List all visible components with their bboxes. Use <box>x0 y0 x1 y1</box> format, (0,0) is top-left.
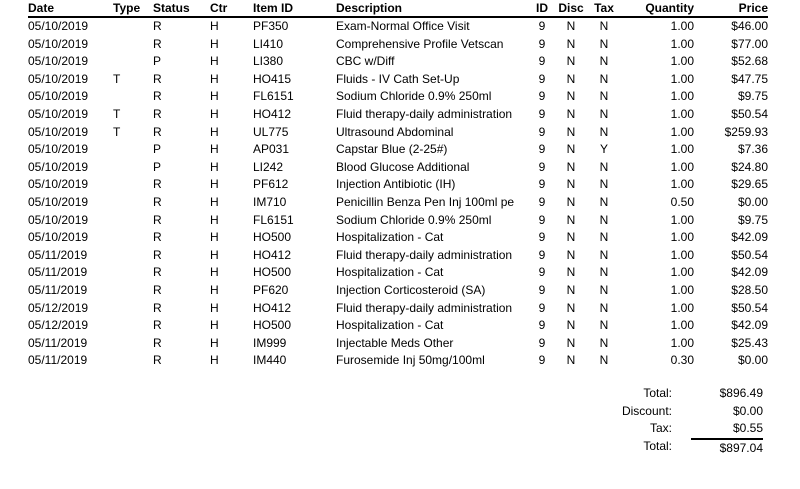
cell-tax: N <box>599 177 609 192</box>
cell-item-id: IM999 <box>253 335 287 350</box>
cell-status: R <box>153 353 162 368</box>
cell-tax: N <box>599 318 609 333</box>
cell-tax: N <box>599 159 609 174</box>
cell-type <box>113 264 153 282</box>
invoice-row[interactable] <box>28 71 768 89</box>
cell-date: 05/10/2019 <box>28 194 89 209</box>
tax-label: Tax: <box>649 421 672 436</box>
cell-quantity: 1.00 <box>670 71 694 86</box>
cell-item-id: HO412 <box>253 106 292 121</box>
cell-status: P <box>153 142 162 157</box>
cell-description: Injectable Meds Other <box>336 335 454 350</box>
invoice-row[interactable] <box>28 300 768 318</box>
cell-disc: N <box>566 335 576 350</box>
cell-disc: N <box>566 54 576 69</box>
invoice-row[interactable] <box>28 264 768 282</box>
cell-price: $50.54 <box>731 247 768 262</box>
cell-date: 05/11/2019 <box>28 247 88 262</box>
cell-disc: N <box>566 230 576 245</box>
cell-date: 05/10/2019 <box>28 230 89 245</box>
invoice-row[interactable] <box>28 282 768 300</box>
column-header-id: ID <box>531 0 553 17</box>
column-header-ctr: Ctr <box>210 0 253 17</box>
invoice-row[interactable] <box>28 159 768 177</box>
cell-id: 9 <box>538 106 546 121</box>
cell-tax: N <box>599 247 609 262</box>
cell-tax: N <box>599 230 609 245</box>
cell-tax: N <box>599 300 609 315</box>
cell-quantity: 1.00 <box>670 177 694 192</box>
column-header-tax: Tax <box>589 0 619 17</box>
cell-price: $25.43 <box>731 335 768 350</box>
cell-tax: N <box>599 335 609 350</box>
cell-ctr: H <box>210 177 219 192</box>
invoice-row[interactable] <box>28 247 768 265</box>
cell-disc: N <box>566 159 576 174</box>
cell-disc: N <box>566 106 576 121</box>
cell-type: T <box>113 71 121 86</box>
cell-disc: N <box>566 300 576 315</box>
cell-description: Hospitalization - Cat <box>336 230 444 245</box>
cell-ctr: H <box>210 194 219 209</box>
cell-item-id: HO500 <box>253 318 292 333</box>
cell-tax: N <box>599 282 609 297</box>
cell-status: R <box>153 71 162 86</box>
cell-type <box>113 88 153 106</box>
cell-ctr: H <box>210 300 219 315</box>
invoice-row[interactable] <box>28 335 768 353</box>
cell-item-id: IM710 <box>253 194 287 209</box>
cell-price: $50.54 <box>731 106 768 121</box>
invoice-line-items-panel <box>28 0 768 370</box>
cell-date: 05/12/2019 <box>28 300 89 315</box>
cell-status: R <box>153 36 162 51</box>
subtotal-value: $896.49 <box>719 386 763 400</box>
cell-type <box>113 335 153 353</box>
cell-type <box>113 53 153 71</box>
cell-item-id: HO415 <box>253 71 292 86</box>
cell-date: 05/10/2019 <box>28 36 89 51</box>
cell-status: R <box>153 300 162 315</box>
cell-status: R <box>153 230 162 245</box>
cell-tax: Y <box>599 142 608 157</box>
cell-id: 9 <box>538 159 546 174</box>
cell-ctr: H <box>210 71 219 86</box>
cell-tax: N <box>599 212 609 227</box>
cell-status: R <box>153 335 162 350</box>
cell-price: $46.00 <box>731 19 768 33</box>
cell-id: 9 <box>538 89 546 104</box>
cell-status: R <box>153 318 162 333</box>
cell-item-id: UL775 <box>253 124 289 139</box>
cell-ctr: H <box>210 230 219 245</box>
grand-total-label: Total: <box>643 438 672 453</box>
invoice-row[interactable] <box>28 176 768 194</box>
cell-disc: N <box>566 194 576 209</box>
cell-description: Furosemide Inj 50mg/100ml <box>336 353 485 368</box>
cell-tax: N <box>599 194 609 209</box>
cell-description: Injection Antibiotic (IH) <box>336 177 456 192</box>
discount-row <box>520 403 763 421</box>
cell-item-id: HO412 <box>253 300 292 315</box>
cell-id: 9 <box>538 230 546 245</box>
column-header-item-id: Item ID <box>253 0 336 17</box>
invoice-row[interactable] <box>28 53 768 71</box>
cell-description: CBC w/Diff <box>336 54 395 69</box>
cell-status: R <box>153 19 162 33</box>
cell-ctr: H <box>210 36 219 51</box>
cell-id: 9 <box>538 353 546 368</box>
cell-ctr: H <box>210 124 219 139</box>
cell-type <box>113 17 153 36</box>
cell-description: Hospitalization - Cat <box>336 265 444 280</box>
cell-status: R <box>153 89 162 104</box>
cell-status: P <box>153 54 162 69</box>
cell-price: $7.36 <box>737 142 768 157</box>
cell-tax: N <box>599 89 609 104</box>
cell-ctr: H <box>210 212 219 227</box>
cell-type <box>113 282 153 300</box>
table-body <box>28 17 768 370</box>
invoice-row[interactable] <box>28 36 768 54</box>
cell-quantity: 1.00 <box>670 89 694 104</box>
cell-type <box>113 317 153 335</box>
invoice-line-items-table <box>28 0 768 370</box>
cell-status: R <box>153 247 162 262</box>
cell-type <box>113 159 153 177</box>
cell-ctr: H <box>210 282 219 297</box>
cell-description: Fluid therapy-daily administration <box>336 300 513 315</box>
cell-quantity: 1.00 <box>670 36 694 51</box>
column-header-quantity: Quantity <box>619 0 694 17</box>
cell-quantity: 1.00 <box>670 54 694 69</box>
cell-price: $47.75 <box>731 71 768 86</box>
cell-quantity: 1.00 <box>670 142 694 157</box>
column-header-disc: Disc <box>553 0 589 17</box>
cell-tax: N <box>599 71 609 86</box>
invoice-row[interactable] <box>28 212 768 230</box>
cell-type <box>113 352 153 370</box>
column-header-type: Type <box>113 0 153 17</box>
totals-section <box>520 385 763 455</box>
cell-ctr: H <box>210 54 219 69</box>
cell-ctr: H <box>210 19 219 33</box>
cell-status: R <box>153 124 162 139</box>
tax-row <box>520 420 763 438</box>
invoice-row[interactable] <box>28 17 768 36</box>
cell-price: $28.50 <box>731 282 768 297</box>
cell-date: 05/10/2019 <box>28 106 89 121</box>
cell-disc: N <box>566 282 576 297</box>
column-header-status: Status <box>153 0 210 17</box>
subtotal-label: Total: <box>643 386 672 400</box>
cell-ctr: H <box>210 159 219 174</box>
cell-id: 9 <box>538 19 546 33</box>
cell-item-id: LI380 <box>253 54 284 69</box>
table-header-row <box>28 0 768 17</box>
cell-status: R <box>153 212 162 227</box>
cell-id: 9 <box>538 282 546 297</box>
invoice-row[interactable] <box>28 229 768 247</box>
cell-price: $42.09 <box>731 265 768 280</box>
cell-quantity: 1.00 <box>670 247 694 262</box>
cell-disc: N <box>566 89 576 104</box>
cell-quantity: 1.00 <box>670 265 694 280</box>
cell-price: $24.80 <box>731 159 768 174</box>
cell-quantity: 1.00 <box>670 230 694 245</box>
cell-disc: N <box>566 247 576 262</box>
cell-quantity: 1.00 <box>670 159 694 174</box>
cell-ctr: H <box>210 142 219 157</box>
cell-description: Fluid therapy-daily administration <box>336 106 513 121</box>
cell-description: Capstar Blue (2-25#) <box>336 142 448 157</box>
invoice-row[interactable] <box>28 194 768 212</box>
cell-item-id: IM440 <box>253 353 287 368</box>
grand-total-row <box>520 438 763 456</box>
cell-ctr: H <box>210 318 219 333</box>
cell-ctr: H <box>210 265 219 280</box>
cell-item-id: HO412 <box>253 247 292 262</box>
cell-disc: N <box>566 142 576 157</box>
cell-id: 9 <box>538 71 546 86</box>
cell-tax: N <box>599 36 609 51</box>
cell-type <box>113 36 153 54</box>
cell-quantity: 1.00 <box>670 318 694 333</box>
cell-type <box>113 212 153 230</box>
cell-date: 05/11/2019 <box>28 265 88 280</box>
invoice-row[interactable] <box>28 141 768 159</box>
cell-description: Fluids - IV Cath Set-Up <box>336 71 460 86</box>
cell-id: 9 <box>538 142 546 157</box>
cell-date: 05/10/2019 <box>28 89 89 104</box>
cell-tax: N <box>599 265 609 280</box>
cell-quantity: 0.30 <box>670 353 694 368</box>
cell-description: Ultrasound Abdominal <box>336 124 454 139</box>
cell-date: 05/10/2019 <box>28 124 89 139</box>
cell-id: 9 <box>538 54 546 69</box>
cell-date: 05/11/2019 <box>28 335 88 350</box>
invoice-row[interactable] <box>28 88 768 106</box>
cell-description: Blood Glucose Additional <box>336 159 470 174</box>
cell-id: 9 <box>538 177 546 192</box>
cell-id: 9 <box>538 212 546 227</box>
cell-price: $259.93 <box>724 124 768 139</box>
cell-status: R <box>153 265 162 280</box>
discount-label: Discount: <box>621 403 672 418</box>
cell-quantity: 1.00 <box>670 282 694 297</box>
subtotal-row <box>520 385 763 403</box>
cell-id: 9 <box>538 265 546 280</box>
cell-item-id: FL6151 <box>253 89 294 104</box>
cell-ctr: H <box>210 353 219 368</box>
cell-id: 9 <box>538 247 546 262</box>
tax-value: $0.55 <box>732 421 763 436</box>
column-header-price: Price <box>694 0 768 17</box>
grand-total-value: $897.04 <box>691 438 763 458</box>
cell-id: 9 <box>538 124 546 139</box>
cell-price: $0.00 <box>737 353 768 368</box>
cell-id: 9 <box>538 300 546 315</box>
cell-item-id: PF612 <box>253 177 289 192</box>
cell-type <box>113 176 153 194</box>
invoice-row[interactable] <box>28 317 768 335</box>
cell-type: T <box>113 124 121 139</box>
cell-disc: N <box>566 353 576 368</box>
cell-disc: N <box>566 212 576 227</box>
cell-description: Fluid therapy-daily administration <box>336 247 513 262</box>
cell-date: 05/10/2019 <box>28 142 89 157</box>
cell-id: 9 <box>538 194 546 209</box>
column-header-date: Date <box>28 0 113 17</box>
cell-id: 9 <box>538 36 546 51</box>
cell-description: Exam-Normal Office Visit <box>336 19 470 33</box>
cell-quantity: 1.00 <box>670 124 694 139</box>
cell-disc: N <box>566 19 576 33</box>
cell-tax: N <box>599 106 609 121</box>
cell-date: 05/10/2019 <box>28 54 89 69</box>
invoice-row[interactable] <box>28 106 768 124</box>
cell-disc: N <box>566 36 576 51</box>
cell-date: 05/11/2019 <box>28 353 88 368</box>
cell-quantity: 1.00 <box>670 106 694 121</box>
cell-status: R <box>153 282 162 297</box>
cell-ctr: H <box>210 106 219 121</box>
discount-value: $0.00 <box>732 403 763 418</box>
cell-item-id: HO500 <box>253 265 292 280</box>
cell-disc: N <box>566 265 576 280</box>
cell-ctr: H <box>210 247 219 262</box>
cell-item-id: HO500 <box>253 230 292 245</box>
cell-type <box>113 141 153 159</box>
cell-disc: N <box>566 177 576 192</box>
cell-item-id: LI410 <box>253 36 284 51</box>
cell-description: Hospitalization - Cat <box>336 318 444 333</box>
cell-description: Sodium Chloride 0.9% 250ml <box>336 212 492 227</box>
cell-quantity: 1.00 <box>670 335 694 350</box>
cell-status: R <box>153 177 162 192</box>
cell-date: 05/10/2019 <box>28 159 89 174</box>
cell-tax: N <box>599 124 609 139</box>
cell-date: 05/10/2019 <box>28 212 89 227</box>
cell-id: 9 <box>538 318 546 333</box>
cell-quantity: 1.00 <box>670 19 694 33</box>
cell-ctr: H <box>210 89 219 104</box>
cell-price: $77.00 <box>731 36 768 51</box>
cell-price: $42.09 <box>731 318 768 333</box>
cell-price: $29.65 <box>731 177 768 192</box>
cell-quantity: 0.50 <box>670 194 694 209</box>
cell-date: 05/10/2019 <box>28 177 89 192</box>
column-header-description: Description <box>336 0 531 17</box>
cell-type <box>113 247 153 265</box>
cell-disc: N <box>566 318 576 333</box>
cell-type <box>113 300 153 318</box>
cell-tax: N <box>599 54 609 69</box>
cell-description: Penicillin Benza Pen Inj 100ml pe <box>336 194 515 209</box>
cell-item-id: PF620 <box>253 282 289 297</box>
cell-ctr: H <box>210 335 219 350</box>
cell-price: $9.75 <box>737 212 768 227</box>
cell-price: $0.00 <box>737 194 768 209</box>
cell-date: 05/12/2019 <box>28 318 89 333</box>
invoice-row[interactable] <box>28 352 768 370</box>
cell-type <box>113 194 153 212</box>
cell-type: T <box>113 106 121 121</box>
cell-item-id: AP031 <box>253 142 290 157</box>
cell-price: $50.54 <box>731 300 768 315</box>
cell-item-id: PF350 <box>253 19 289 33</box>
cell-disc: N <box>566 71 576 86</box>
cell-status: R <box>153 194 162 209</box>
cell-tax: N <box>599 353 609 368</box>
cell-date: 05/10/2019 <box>28 19 89 33</box>
cell-date: 05/11/2019 <box>28 282 88 297</box>
cell-tax: N <box>599 19 609 33</box>
cell-date: 05/10/2019 <box>28 71 89 86</box>
cell-description: Sodium Chloride 0.9% 250ml <box>336 89 492 104</box>
invoice-row[interactable] <box>28 124 768 142</box>
cell-quantity: 1.00 <box>670 212 694 227</box>
cell-disc: N <box>566 124 576 139</box>
cell-id: 9 <box>538 335 546 350</box>
cell-description: Injection Corticosteroid (SA) <box>336 282 486 297</box>
cell-price: $52.68 <box>731 54 768 69</box>
cell-description: Comprehensive Profile Vetscan <box>336 36 504 51</box>
cell-status: R <box>153 106 162 121</box>
cell-item-id: FL6151 <box>253 212 294 227</box>
cell-type <box>113 229 153 247</box>
cell-price: $42.09 <box>731 230 768 245</box>
cell-status: P <box>153 159 162 174</box>
cell-item-id: LI242 <box>253 159 284 174</box>
cell-price: $9.75 <box>737 89 768 104</box>
cell-quantity: 1.00 <box>670 300 694 315</box>
